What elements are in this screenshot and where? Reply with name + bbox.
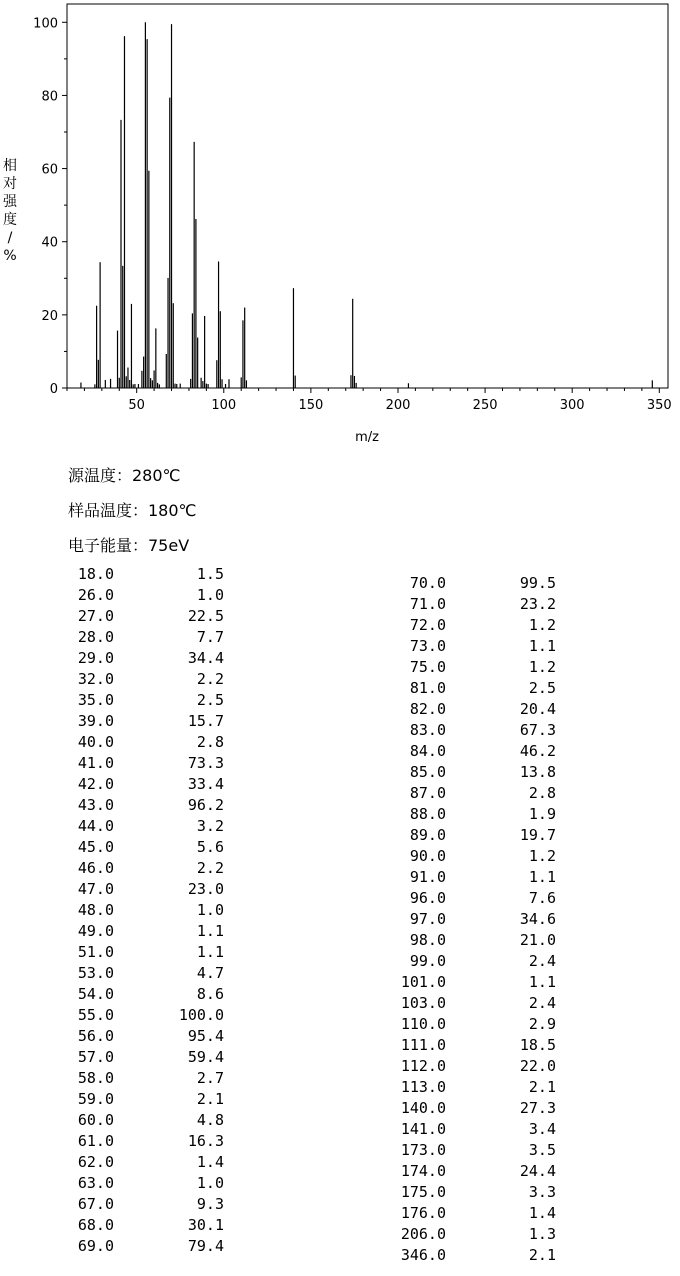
intensity-value: 79.4 [187,1237,224,1255]
mz-value: 56.0 [77,1027,114,1045]
mz-value: 85.0 [409,763,446,781]
table-row [64,1090,234,1110]
table-row [64,712,234,732]
intensity-value: 3.2 [196,817,224,835]
table-row [64,1195,234,1215]
intensity-value: 1.2 [528,847,556,865]
table-row [64,985,234,1005]
mz-value: 112.0 [400,1057,446,1075]
y-tick-label: 60 [41,162,58,178]
table-row [64,880,234,900]
intensity-value: 20.4 [519,700,556,718]
intensity-value: 2.2 [196,670,224,688]
mz-value: 49.0 [77,922,114,940]
mz-value: 98.0 [409,931,446,949]
intensity-value: 100.0 [178,1006,224,1024]
y-axis-ticks [33,16,67,397]
y-axis-label-char: / [7,230,13,246]
intensity-value: 9.3 [196,1195,224,1213]
mz-value: 32.0 [77,670,114,688]
intensity-value: 2.8 [196,733,224,751]
mz-value: 346.0 [400,1246,446,1264]
mz-value: 140.0 [400,1099,446,1117]
mz-value: 47.0 [77,880,114,898]
mz-value: 88.0 [409,805,446,823]
table-row [64,943,234,963]
mz-value: 173.0 [400,1141,446,1159]
table-row [396,994,566,1014]
mz-value: 91.0 [409,868,446,886]
intensity-value: 1.3 [528,1225,556,1243]
intensity-value: 1.1 [196,943,224,961]
mz-value: 206.0 [400,1225,446,1243]
mz-value: 61.0 [77,1132,114,1150]
intensity-value: 1.0 [196,901,224,919]
mz-value: 70.0 [409,574,446,592]
mz-value: 68.0 [77,1216,114,1234]
table-row [396,1036,566,1056]
x-tick-label: 300 [559,398,585,413]
x-tick-label: 350 [646,398,672,413]
table-row [396,1015,566,1035]
table-row [396,1120,566,1140]
intensity-value: 1.4 [528,1204,556,1222]
table-row [396,763,566,783]
intensity-value: 22.0 [519,1057,556,1075]
intensity-value: 2.9 [528,1015,556,1033]
intensity-value: 33.4 [187,775,224,793]
intensity-value: 21.0 [519,931,556,949]
intensity-value: 1.1 [196,922,224,940]
mz-value: 141.0 [400,1120,446,1138]
table-row [64,649,234,669]
table-row [396,700,566,720]
intensity-value: 2.2 [196,859,224,877]
mz-value: 60.0 [77,1111,114,1129]
table-row [396,931,566,951]
table-row [64,1132,234,1152]
intensity-value: 73.3 [187,754,224,772]
mz-value: 54.0 [77,985,114,1003]
table-row [396,952,566,972]
mz-value: 55.0 [77,1006,114,1024]
intensity-value: 16.3 [187,1132,224,1150]
source-temperature: 源温度：280℃ [68,466,181,485]
table-row [64,1153,234,1173]
mz-value: 110.0 [400,1015,446,1033]
y-tick-label: 100 [33,16,58,32]
mass-spectrum-chart [0,0,680,450]
intensity-value: 30.1 [187,1216,224,1234]
intensity-value: 2.7 [196,1069,224,1087]
mz-value: 42.0 [77,775,114,793]
mz-value: 26.0 [77,586,114,604]
intensity-value: 46.2 [519,742,556,760]
intensity-value: 22.5 [187,607,224,625]
x-tick-label: 50 [128,398,145,413]
mz-value: 103.0 [400,994,446,1012]
y-tick-label: 40 [41,235,58,251]
table-row [396,847,566,867]
intensity-value: 2.5 [528,679,556,697]
intensity-value: 1.2 [528,658,556,676]
table-row [64,1216,234,1236]
intensity-value: 1.0 [196,586,224,604]
mz-value: 39.0 [77,712,114,730]
y-axis-label [3,157,18,264]
intensity-value: 5.6 [196,838,224,856]
table-row [396,1078,566,1098]
intensity-value: 1.9 [528,805,556,823]
table-row [64,1174,234,1194]
table-row [396,1183,566,1203]
y-tick-label: 80 [41,89,58,105]
intensity-value: 34.4 [187,649,224,667]
mz-value: 48.0 [77,901,114,919]
x-tick-label: 250 [472,398,498,413]
table-row [396,595,566,615]
y-axis-label-char: 度 [3,212,17,228]
table-row [396,1162,566,1182]
mz-value: 101.0 [400,973,446,991]
table-row [64,691,234,711]
intensity-value: 3.3 [528,1183,556,1201]
table-row [64,1237,234,1257]
mz-value: 83.0 [409,721,446,739]
intensity-value: 95.4 [187,1027,224,1045]
table-row [396,784,566,804]
table-row [396,889,566,909]
table-row [396,1204,566,1224]
intensity-value: 34.6 [519,910,556,928]
intensity-value: 1.1 [528,868,556,886]
mz-value: 90.0 [409,847,446,865]
y-axis-label-char: 强 [3,194,17,210]
table-row [396,910,566,930]
mz-value: 175.0 [400,1183,446,1201]
table-row [64,1111,234,1131]
intensity-value: 1.2 [528,616,556,634]
x-tick-label: 100 [211,398,237,413]
intensity-value: 3.4 [528,1120,556,1138]
table-row [396,1099,566,1119]
intensity-value: 4.7 [196,964,224,982]
intensity-value: 96.2 [187,796,224,814]
intensity-value: 2.1 [196,1090,224,1108]
intensity-value: 1.5 [196,565,224,583]
table-row [64,964,234,984]
table-row [396,616,566,636]
table-row [64,670,234,690]
electron-energy: 电子能量：75eV [68,536,190,555]
mz-value: 28.0 [77,628,114,646]
table-row [64,1069,234,1089]
intensity-value: 23.2 [519,595,556,613]
intensity-value: 18.5 [519,1036,556,1054]
mz-value: 67.0 [77,1195,114,1213]
y-axis-label-char: 对 [3,176,17,192]
table-row [64,922,234,942]
mz-value: 58.0 [77,1069,114,1087]
intensity-value: 2.1 [528,1078,556,1096]
table-row [64,733,234,753]
x-axis-ticks [67,388,672,413]
mz-value: 41.0 [77,754,114,772]
mz-value: 29.0 [77,649,114,667]
x-axis-label: m/z [355,430,379,445]
table-row [64,817,234,837]
table-row [396,868,566,888]
table-row [64,1048,234,1068]
table-row [64,607,234,627]
intensity-value: 7.6 [528,889,556,907]
mz-value: 43.0 [77,796,114,814]
intensity-value: 2.8 [528,784,556,802]
intensity-value: 67.3 [519,721,556,739]
mz-value: 63.0 [77,1174,114,1192]
table-row [64,1027,234,1047]
intensity-value: 2.4 [528,952,556,970]
intensity-value: 59.4 [187,1048,224,1066]
intensity-value: 15.7 [187,712,224,730]
mz-value: 62.0 [77,1153,114,1171]
mz-value: 111.0 [400,1036,446,1054]
intensity-value: 23.0 [187,880,224,898]
intensity-value: 1.1 [528,973,556,991]
mz-value: 81.0 [409,679,446,697]
mz-value: 59.0 [77,1090,114,1108]
mz-value: 75.0 [409,658,446,676]
mz-value: 46.0 [77,859,114,877]
intensity-value: 2.4 [528,994,556,1012]
table-row [396,637,566,657]
table-row [64,628,234,648]
intensity-value: 99.5 [519,574,556,592]
table-row [64,859,234,879]
table-row [396,658,566,678]
table-row [396,1225,566,1245]
intensity-value: 1.1 [528,637,556,655]
table-row [396,1057,566,1077]
mz-value: 176.0 [400,1204,446,1222]
table-row [396,574,566,594]
mz-value: 72.0 [409,616,446,634]
mz-value: 53.0 [77,964,114,982]
plot-frame [67,4,668,388]
table-row [396,1246,566,1266]
mz-value: 18.0 [77,565,114,583]
mz-value: 51.0 [77,943,114,961]
mz-value: 71.0 [409,595,446,613]
mz-value: 82.0 [409,700,446,718]
y-axis-label-char: % [3,248,17,264]
table-row [64,565,234,585]
mz-value: 69.0 [77,1237,114,1255]
intensity-value: 2.5 [196,691,224,709]
x-tick-label: 200 [385,398,411,413]
mz-value: 89.0 [409,826,446,844]
intensity-value: 4.8 [196,1111,224,1129]
table-row [396,826,566,846]
intensity-value: 2.1 [528,1246,556,1264]
y-axis-label-char: 相 [3,158,17,174]
mz-value: 27.0 [77,607,114,625]
mz-value: 113.0 [400,1078,446,1096]
intensity-value: 8.6 [196,985,224,1003]
table-row [396,1141,566,1161]
intensity-value: 3.5 [528,1141,556,1159]
intensity-value: 7.7 [196,628,224,646]
mz-value: 40.0 [77,733,114,751]
mz-value: 97.0 [409,910,446,928]
mz-value: 99.0 [409,952,446,970]
mz-value: 35.0 [77,691,114,709]
y-tick-label: 20 [41,308,58,324]
intensity-value: 24.4 [519,1162,556,1180]
mz-value: 73.0 [409,637,446,655]
table-row [64,775,234,795]
intensity-value: 1.4 [196,1153,224,1171]
mz-value: 45.0 [77,838,114,856]
intensity-value: 13.8 [519,763,556,781]
table-row [64,796,234,816]
intensity-value: 27.3 [519,1099,556,1117]
x-tick-label: 150 [298,398,324,413]
intensity-value: 19.7 [519,826,556,844]
table-row [396,805,566,825]
mz-value: 87.0 [409,784,446,802]
mz-value: 96.0 [409,889,446,907]
mz-value: 84.0 [409,742,446,760]
table-row [396,973,566,993]
sample-temperature: 样品温度：180℃ [68,501,197,520]
table-row [396,742,566,762]
mz-value: 57.0 [77,1048,114,1066]
intensity-value: 1.0 [196,1174,224,1192]
table-row [396,721,566,741]
table-row [64,1006,234,1026]
table-row [396,679,566,699]
table-row [64,754,234,774]
mz-value: 174.0 [400,1162,446,1180]
table-row [64,586,234,606]
table-row [64,838,234,858]
mz-value: 44.0 [77,817,114,835]
spectrum-bars [81,22,652,388]
y-tick-label: 0 [49,382,58,397]
table-row [64,901,234,921]
